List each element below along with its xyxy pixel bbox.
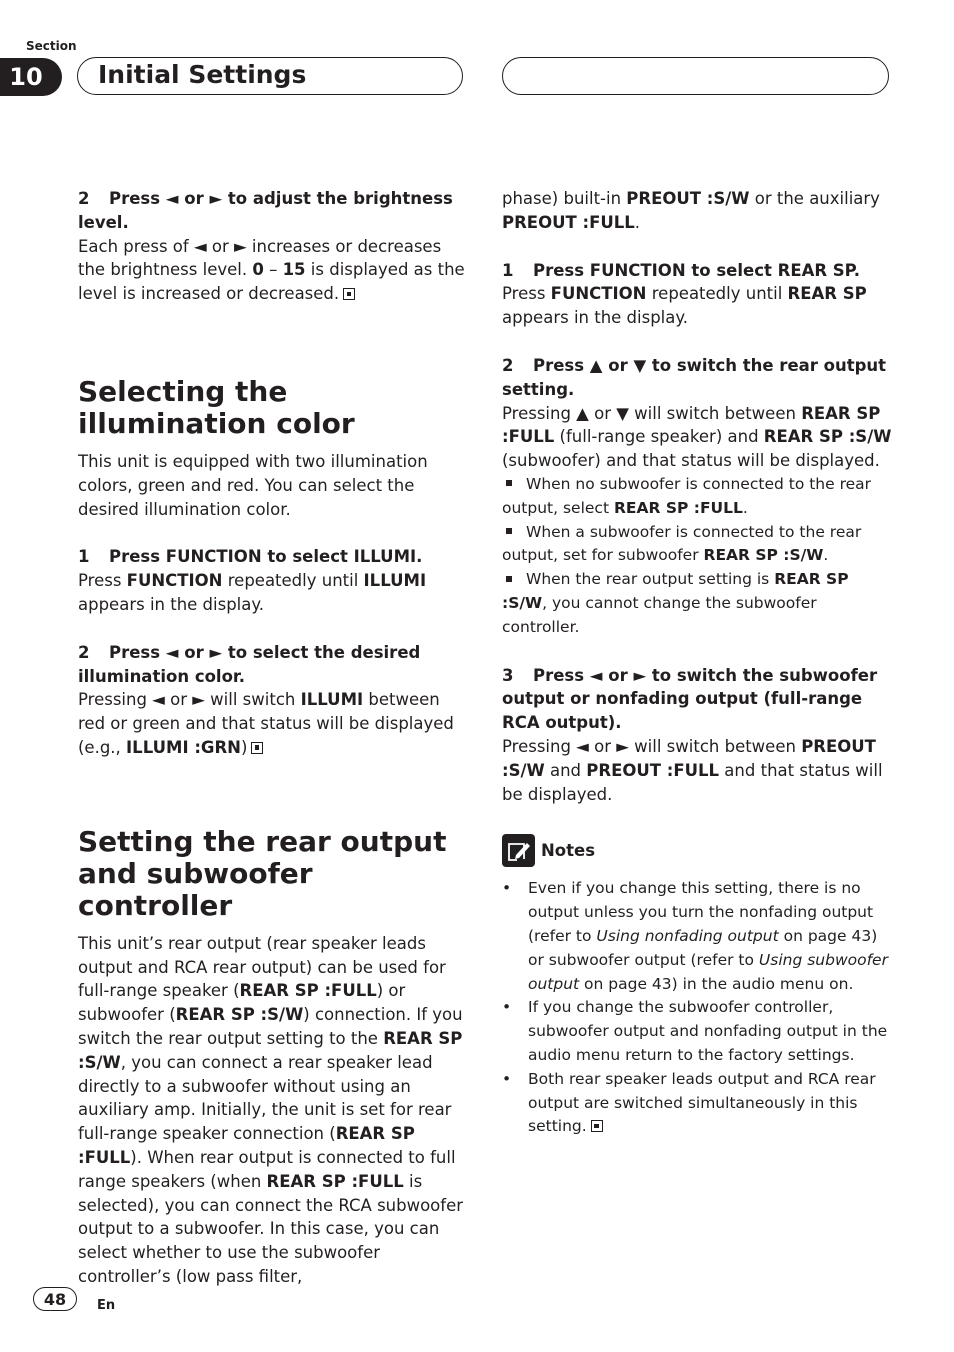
bullet-square-icon xyxy=(506,528,512,534)
rear-step1-body: Press FUNCTION repeatedly until REAR SP appears in the display. xyxy=(502,284,867,328)
note-item: • Even if you change this setting, there is no output unless you turn the nonfading output (refer to Using nonfading output on page 43) or subwoofer output (refer to Using subwoofer output on page 43) in the audio menu on. xyxy=(502,877,892,996)
notes-pencil-icon xyxy=(502,834,535,867)
step-brightness-title: 2 Press ◄ or ► to adjust the brightness level. xyxy=(78,189,453,232)
rear-output-heading: Setting the rear output and subwoofer controller xyxy=(78,824,447,922)
rear-step2-title: 2 Press ▲ or ▼ to switch the rear output setting. xyxy=(502,355,887,399)
illumination-step2-title: 2 Press ◄ or ► to select the desired illumination color. xyxy=(78,642,421,686)
note-item: • If you change the subwoofer controller, subwoofer output and nonfading output in the audio menu return to the factory settings. xyxy=(502,996,892,1067)
left-column xyxy=(78,187,466,1289)
right-column xyxy=(502,187,892,1139)
bullet-square-icon xyxy=(506,480,512,486)
language-label: En xyxy=(97,1298,116,1313)
step-brightness-body: Each press of ◄ or ► increases or decreases the brightness level. 0 – 15 is displayed as the level is increased or decreased. xyxy=(78,236,465,304)
rear-step1-title: 1 Press FUNCTION to select REAR SP. xyxy=(502,260,861,280)
empty-header-frame xyxy=(502,57,889,95)
notes-title: Notes xyxy=(541,840,596,860)
illumination-step1-body: Press FUNCTION repeatedly until ILLUMI appears in the display. xyxy=(78,571,427,614)
rear-bullet-2: When a subwoofer is connected to the rear output, set for subwoofer REAR SP :S/W. xyxy=(502,522,862,565)
page-number: 48 xyxy=(33,1287,77,1311)
section-number-badge: 10 xyxy=(0,58,62,96)
page-title: Initial Settings xyxy=(98,60,307,89)
note-item: • Both rear speaker leads output and RCA rear output are switched simultaneously in this setting. xyxy=(502,1068,892,1139)
rear-step3-title: 3 Press ◄ or ► to switch the subwoofer output or nonfading output (full-range RCA output). xyxy=(502,665,878,733)
notes-list xyxy=(502,877,892,1139)
section-label: Section xyxy=(26,39,77,53)
rear-output-body: This unit’s rear output (rear speaker leads output and RCA rear output) can be used for full-range speaker (REAR SP :FULL) or subwoofer (REAR SP :S/W) connection. If you switch the rear output setting to the REAR SP :S/W, you can connect a rear speaker lead directly to a subwoofer without using an auxiliary amp. Initially, the unit is set for rear full-range speaker connection (REAR SP :FULL). When rear output is connected to full range speakers (when REAR SP :FULL is selected), you can connect the RCA subwoofer output to a subwoofer. In this case, you can select whether to use the subwoofer controller’s (low pass filter, xyxy=(78,933,464,1286)
rear-bullet-3: When the rear output setting is REAR SP :S/W, you cannot change the subwoofer controller. xyxy=(502,570,849,636)
rear-step3-body: Pressing ◄ or ► will switch between PREOUT :S/W and PREOUT :FULL and that status will be displayed. xyxy=(502,736,883,804)
continued-text: phase) built-in PREOUT :S/W or the auxiliary PREOUT :FULL. xyxy=(502,189,880,232)
rear-step2-body: Pressing ▲ or ▼ will switch between REAR SP :FULL (full-range speaker) and REAR SP :S/W (subwoofer) and that status will be displayed. xyxy=(502,403,892,471)
illumination-step1-title: 1 Press FUNCTION to select ILLUMI. xyxy=(78,547,423,567)
end-mark-icon xyxy=(251,742,263,754)
end-mark-icon xyxy=(343,288,355,300)
illumination-heading: Selecting the illumination color xyxy=(78,374,355,440)
bullet-square-icon xyxy=(506,576,512,582)
rear-bullet-1: When no subwoofer is connected to the rear output, select REAR SP :FULL. xyxy=(502,474,872,517)
end-mark-icon xyxy=(591,1120,603,1132)
illumination-intro: This unit is equipped with two illumination colors, green and red. You can select the desired illumination color. xyxy=(78,451,428,519)
notes-header xyxy=(502,834,892,867)
illumination-step2-body: Pressing ◄ or ► will switch ILLUMI between red or green and that status will be displayed (e.g., ILLUMI :GRN) xyxy=(78,690,454,757)
